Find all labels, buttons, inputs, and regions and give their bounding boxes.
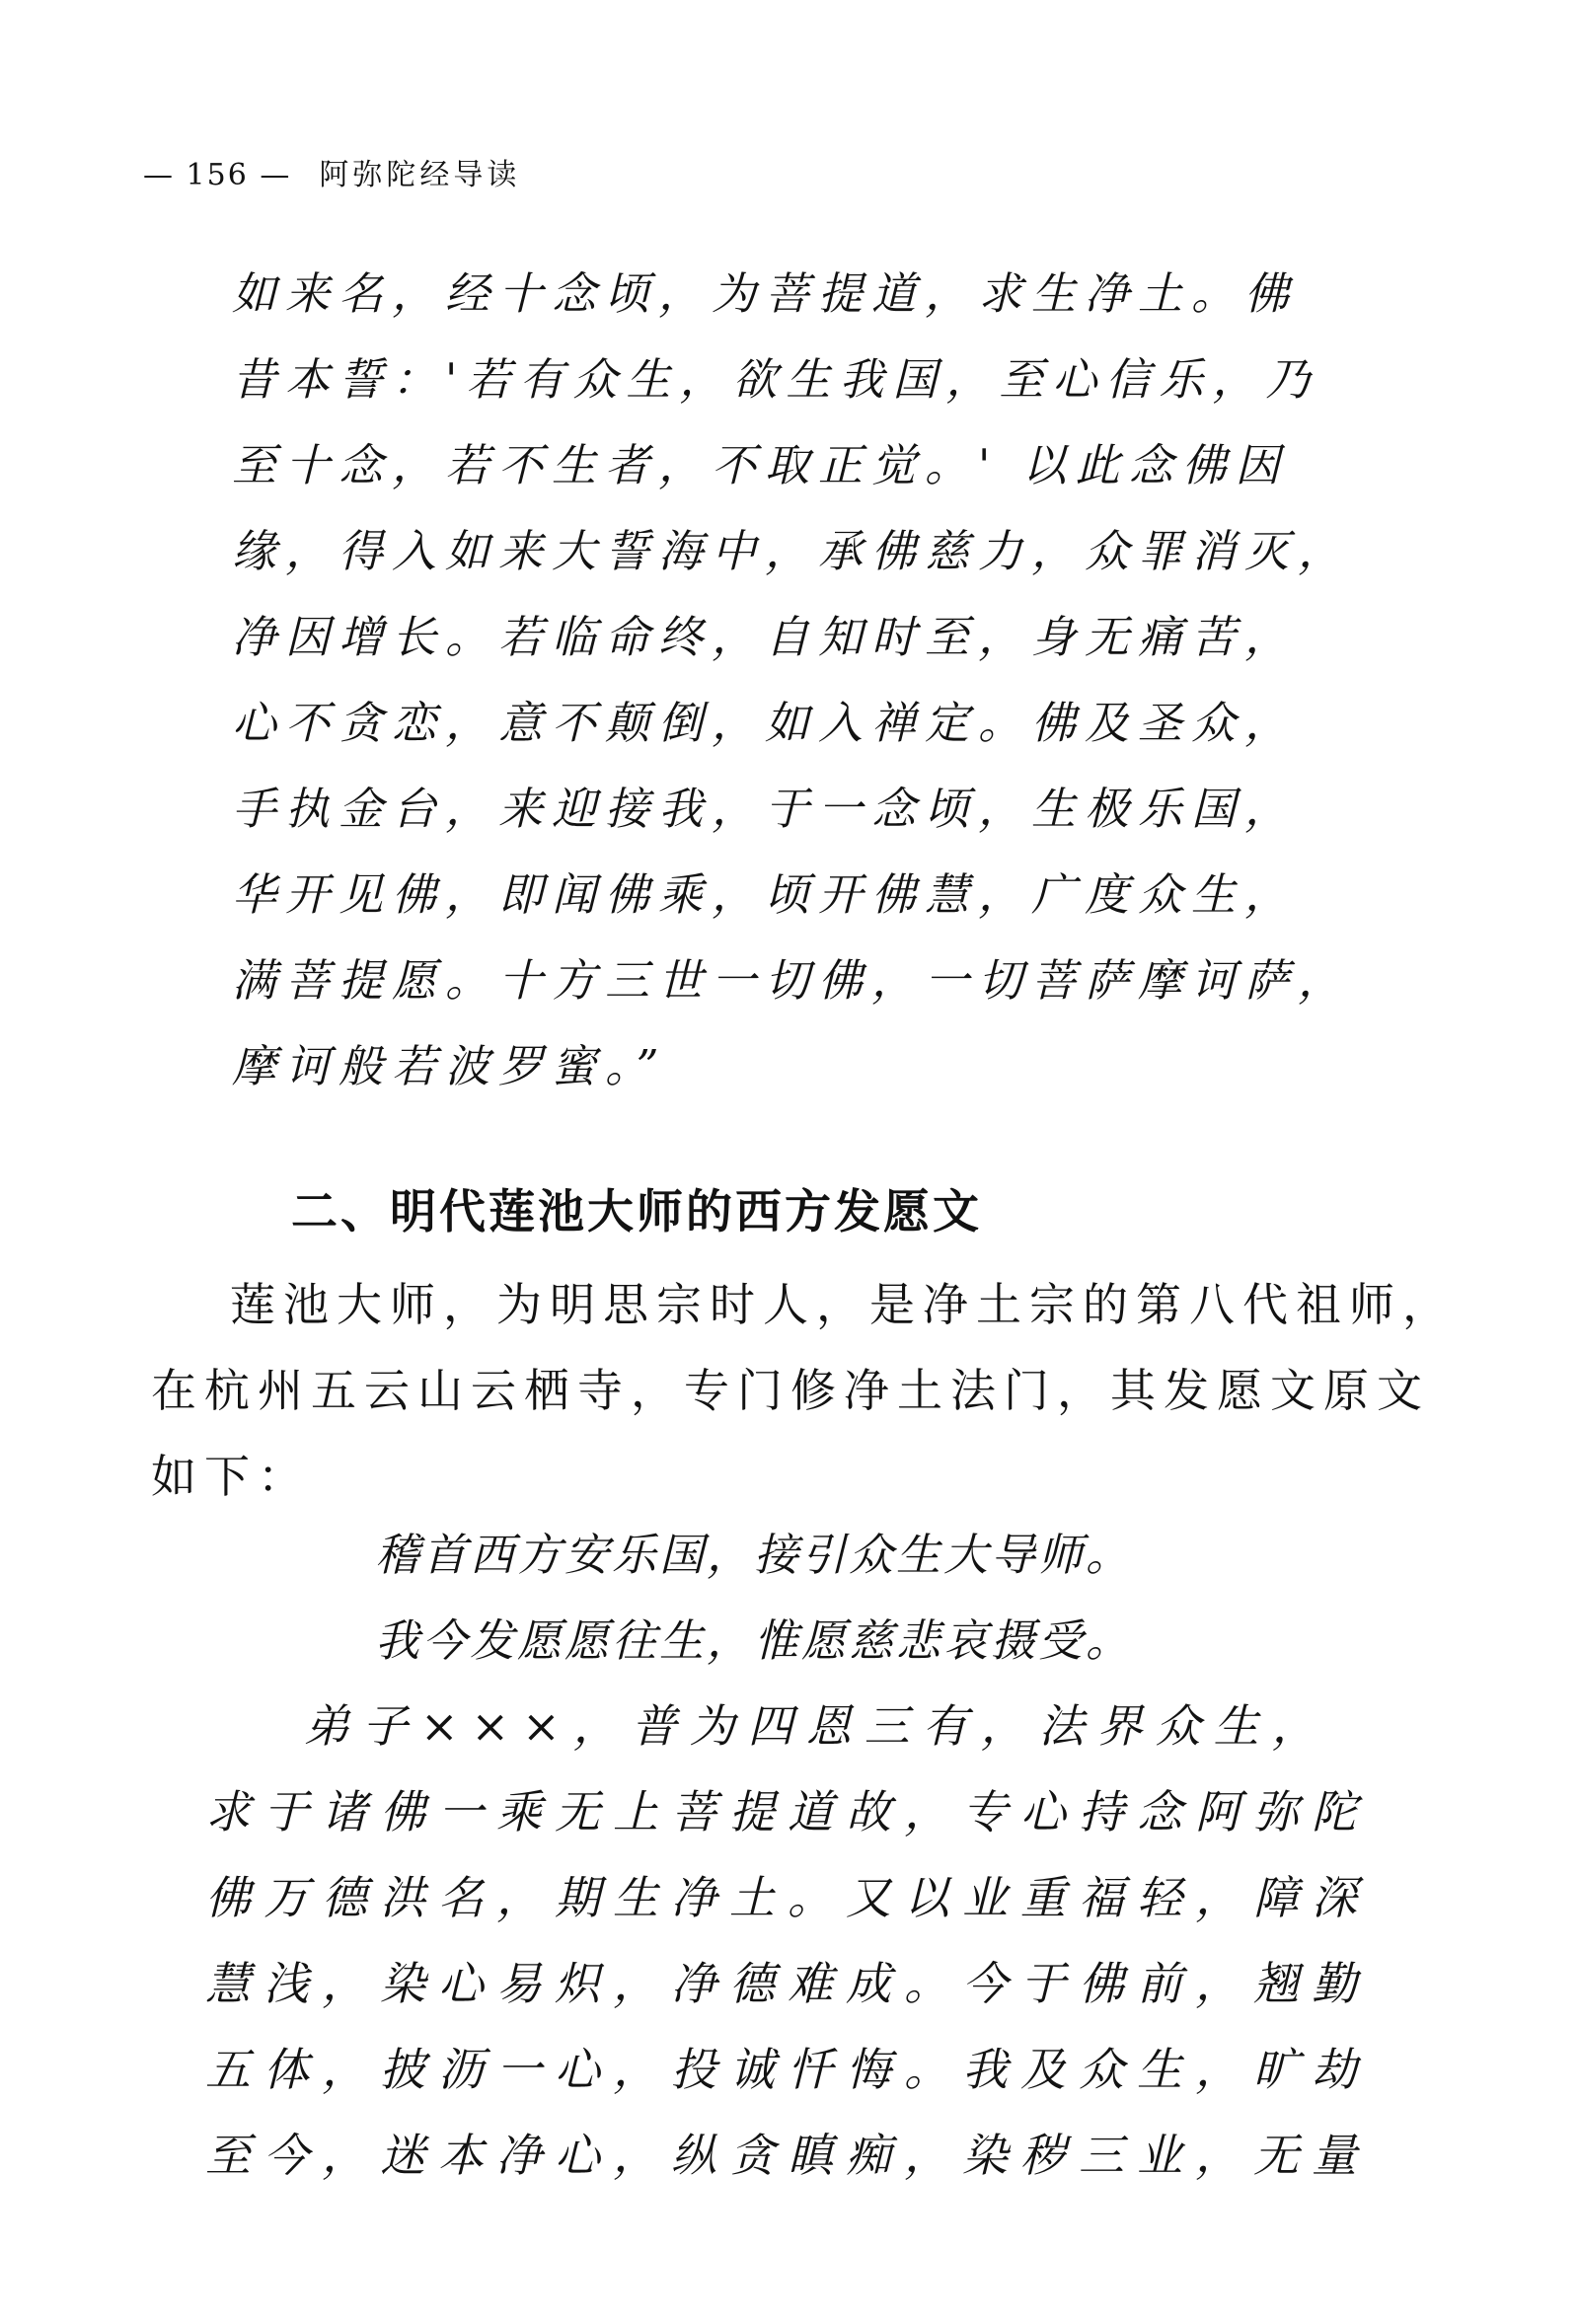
quote-line: 满菩提愿。十方三世一切佛，一切菩萨摩诃萨， bbox=[232, 954, 1352, 1007]
vow-line: 求于诸佛一乘无上菩提道故，专心持念阿弥陀 bbox=[205, 1785, 1370, 1838]
book-title: 阿弥陀经导读 bbox=[319, 158, 521, 192]
quote-line: 至十念，若不生者，不取正觉。' 以此念佛因 bbox=[232, 439, 1289, 491]
quote-line: 缘，得入如来大誓海中，承佛慈力，众罪消灭， bbox=[232, 525, 1352, 577]
verse-line: 稽首西方安乐国，接引众生大导师。 bbox=[375, 1529, 1134, 1581]
quote-line: 心不贪恋，意不颠倒，如入禅定。佛及圣众， bbox=[232, 697, 1299, 749]
quote-line: 摩诃般若波罗蜜。” bbox=[232, 1040, 668, 1092]
quote-line: 如来名，经十念顷，为菩提道，求生净土。佛 bbox=[232, 267, 1299, 320]
vow-line: 弟子×××，普为四恩三有，法界众生， bbox=[304, 1699, 1330, 1753]
verse-couplets bbox=[375, 1512, 1133, 1684]
quote-line: 净因增长。若临命终，自知时至，身无痛苦， bbox=[232, 611, 1299, 663]
quote-line: 昔本誓：'若有众生，欲生我国，至心信乐，乃 bbox=[232, 353, 1319, 406]
vow-line: 五体，披沥一心，投诚忏悔。我及众生，旷劫 bbox=[205, 2043, 1370, 2096]
paragraph-line: 莲池大师，为明思宗时人，是净土宗的第八代祖师， bbox=[230, 1278, 1456, 1331]
vow-line: 佛万德洪名，期生净土。又以业重福轻，障深 bbox=[205, 1871, 1370, 1924]
body-paragraph bbox=[151, 1262, 1456, 1520]
section-heading: 二、明代莲池大师的西方发愿文 bbox=[291, 1185, 982, 1239]
quote-line: 手执金台，来迎接我，于一念顷，生极乐国， bbox=[232, 783, 1299, 835]
paragraph-line: 在杭州五云山云栖寺，专门修净土法门，其发愿文原文 bbox=[151, 1364, 1430, 1417]
vow-line: 至今，迷本净心，纵贪瞋痴，染秽三业，无量 bbox=[205, 2129, 1370, 2182]
quote-line: 华开见佛，即闻佛乘，顷开佛慧，广度众生， bbox=[232, 868, 1299, 921]
page-number-marker: — 156 — bbox=[143, 158, 292, 192]
running-head bbox=[143, 156, 520, 195]
scripture-quote-block bbox=[232, 251, 1377, 1109]
verse-line: 我今发愿愿往生，惟愿慈悲哀摄受。 bbox=[375, 1614, 1134, 1667]
paragraph-line: 如下： bbox=[151, 1450, 311, 1503]
vow-line: 慧浅，染心易炽，净德难成。今于佛前，翘勤 bbox=[205, 1957, 1370, 2010]
vow-text-block bbox=[205, 1684, 1390, 2199]
